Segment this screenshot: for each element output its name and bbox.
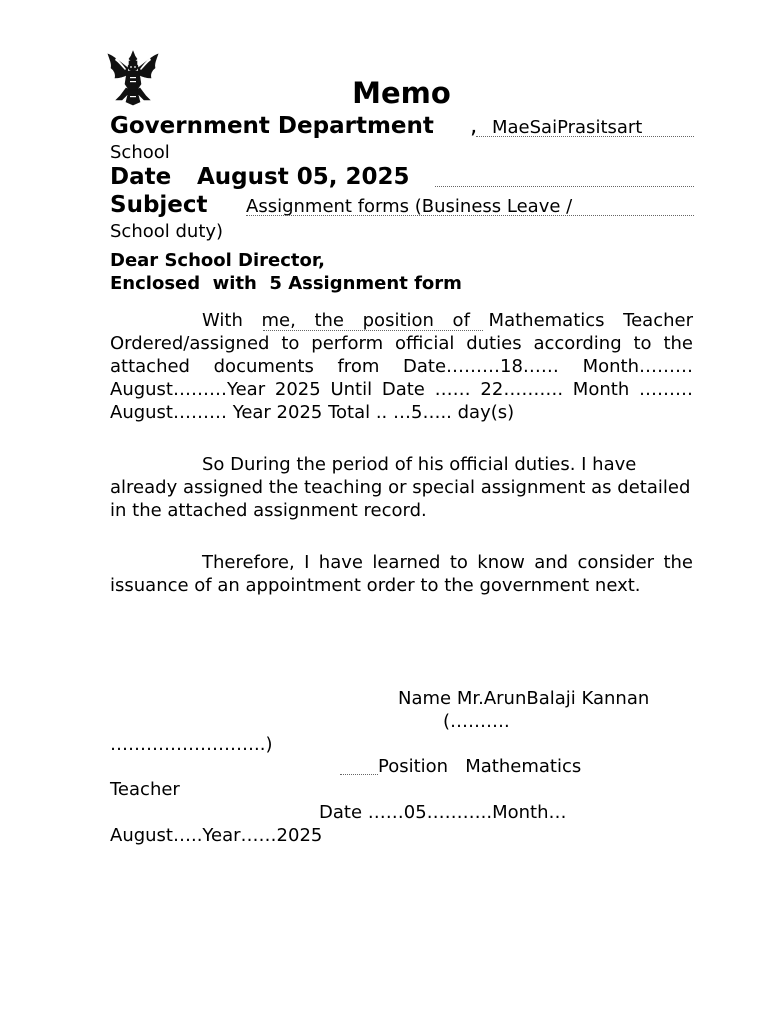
salutation: Dear School Director,	[110, 250, 325, 271]
body-paragraph-1	[110, 309, 693, 424]
subject-value-continued: School duty)	[110, 221, 224, 242]
department-label: Government Department	[110, 113, 434, 139]
signature-date: Date ……05………..Month…	[319, 802, 567, 823]
signature-position-dotted-line	[340, 774, 378, 775]
body-paragraph-1-text: With me, the position of Mathematics Teacher Ordered/assigned to perform official duties according to the attached documents from Date………18…… Month………August………Year 2025 Until Date …… 22………. Month ………August……… Year 2025 Total .. …5….. day(s)	[110, 310, 693, 423]
department-separator: ,	[470, 113, 478, 139]
signature-paren-open: (……….	[443, 711, 510, 732]
date-value: August 05, 2025	[197, 164, 410, 190]
signature-name: Name Mr.ArunBalaji Kannan	[398, 688, 650, 709]
enclosed-line: Enclosed with 5 Assignment form	[110, 273, 462, 294]
body-paragraph-3	[110, 551, 693, 597]
body-paragraph-2	[110, 453, 693, 522]
subject-dotted-line	[246, 215, 694, 216]
body-paragraph-2-text: So During the period of his official duties. I have already assigned the teaching or special assignment as detailed in the attached assignment record.	[110, 454, 691, 521]
memo-title: Memo	[352, 76, 451, 110]
body-paragraph-3-text: Therefore, I have learned to know and consider the issuance of an appointment order to the government next.	[110, 552, 693, 596]
date-dotted-line	[435, 186, 694, 187]
signature-position: Position Mathematics	[378, 756, 582, 777]
department-dotted-line	[476, 136, 694, 137]
signature-date-continued: August…..Year……2025	[110, 825, 323, 846]
subject-label: Subject	[110, 192, 208, 218]
paragraph-1-dotted-line	[263, 330, 483, 331]
signature-paren-close: ……………………..)	[110, 734, 273, 755]
signature-position-continued: Teacher	[110, 779, 180, 800]
subject-value: Assignment forms (Business Leave /	[246, 196, 573, 217]
department-value-continued: School	[110, 142, 170, 163]
date-label: Date	[110, 164, 172, 190]
department-value: MaeSaiPrasitsart	[492, 117, 643, 138]
